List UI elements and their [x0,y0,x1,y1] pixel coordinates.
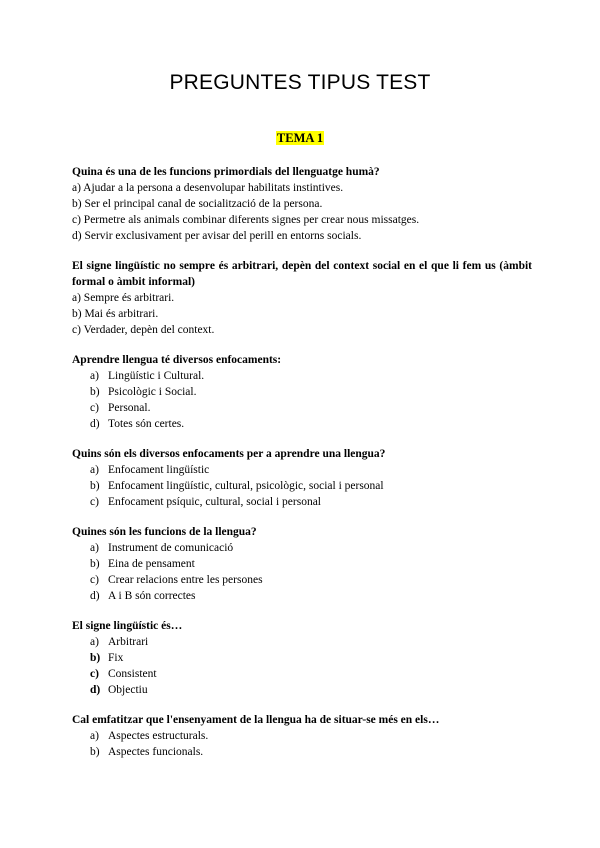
answer-list [72,634,532,698]
answer-marker: b) [90,480,100,492]
question-block [72,258,532,338]
answer-marker: a) [90,464,99,476]
answer-text: Enfocament psíquic, cultural, social i personal [108,496,322,508]
answer-option: b) Mai és arbitrari. [72,308,159,320]
answer-option [72,416,532,432]
page-title: PREGUNTES TIPUS TEST [169,71,431,94]
answer-marker: b) [90,386,100,398]
question-text: Cal emfatitzar que l'ensenyament de la llengua ha de situar-se més en els… [72,714,440,726]
answer-text: Totes són certes. [108,418,185,430]
answer-option [72,666,532,682]
answer-text: Arbitrari [108,636,149,648]
answer-option [72,494,532,510]
question-text: El signe lingüístic és… [72,620,183,632]
answer-text: Aspectes estructurals. [108,730,209,742]
answer-text: A i B són correctes [108,590,196,602]
answer-option [72,682,532,698]
answer-marker: c) [90,574,99,586]
section-heading [0,131,600,146]
answer-option [72,572,532,588]
answer-option [72,728,532,744]
answer-marker: c) [90,496,99,508]
question-block [72,524,532,604]
question-block [72,618,532,698]
answer-marker: a) [90,370,99,382]
answer-option [72,462,532,478]
answer-marker: b) [90,746,100,758]
answer-option: b) Ser el principal canal de socialització de la persona. [72,198,323,210]
answer-text: Psicològic i Social. [108,386,197,398]
answer-option [72,588,532,604]
answer-list [72,368,532,432]
answer-option: c) Verdader, depèn del context. [72,324,215,336]
answer-option [72,634,532,650]
answer-marker: d) [90,418,100,430]
answer-text: Fix [108,652,124,664]
answer-text: Enfocament lingüístic, cultural, psicològic, social i personal [108,480,384,492]
answer-marker: d) [90,590,100,602]
answer-text: Personal. [108,402,151,414]
answer-text: Objectiu [108,684,148,696]
answer-marker: a) [90,636,99,648]
question-text: Quins són els diversos enfocaments per a aprendre una llengua? [72,448,386,460]
answer-option: a) Ajudar a la persona a desenvolupar habilitats instintives. [72,182,344,194]
answer-option [72,384,532,400]
answer-marker: c) [90,402,99,414]
answer-option [72,556,532,572]
answer-list [72,728,532,760]
answer-option [72,540,532,556]
answer-text: Eina de pensament [108,558,195,570]
answer-marker: a) [90,542,99,554]
question-text: Quina és una de les funcions primordials del llenguatge humà? [72,166,380,178]
question-list [72,164,532,774]
answer-text: Instrument de comunicació [108,542,234,554]
question-text: El signe lingüístic no sempre és arbitrari, depèn del context social en el que li fem us (àmbit formal o àmbit informal) [72,260,532,288]
answer-option: c) Permetre als animals combinar diferents signes per crear nous missatges. [72,214,420,226]
answer-text: Aspectes funcionals. [108,746,204,758]
answer-marker: b) [90,558,100,570]
answer-list [72,462,532,510]
answer-text: Crear relacions entre les persones [108,574,263,586]
answer-option [72,744,532,760]
answer-option [72,650,532,666]
answer-marker: d) [90,684,101,696]
answer-option: d) Servir exclusivament per avisar del perill en entorns socials. [72,230,362,242]
answer-list [72,540,532,604]
question-text: Quines són les funcions de la llengua? [72,526,257,538]
answer-text: Lingüístic i Cultural. [108,370,205,382]
answer-option [72,368,532,384]
question-block [72,446,532,510]
answer-option [72,400,532,416]
answer-option [72,478,532,494]
question-block [72,164,532,244]
answer-marker: c) [90,668,99,680]
answer-marker: a) [90,730,99,742]
answer-text: Enfocament lingüístic [108,464,210,476]
question-text: Aprendre llengua té diversos enfocaments: [72,354,282,366]
question-block [72,352,532,432]
answer-marker: b) [90,652,101,664]
question-block [72,712,532,760]
section-heading-highlight: TEMA 1 [276,131,324,145]
answer-option: a) Sempre és arbitrari. [72,292,175,304]
answer-text: Consistent [108,668,157,680]
